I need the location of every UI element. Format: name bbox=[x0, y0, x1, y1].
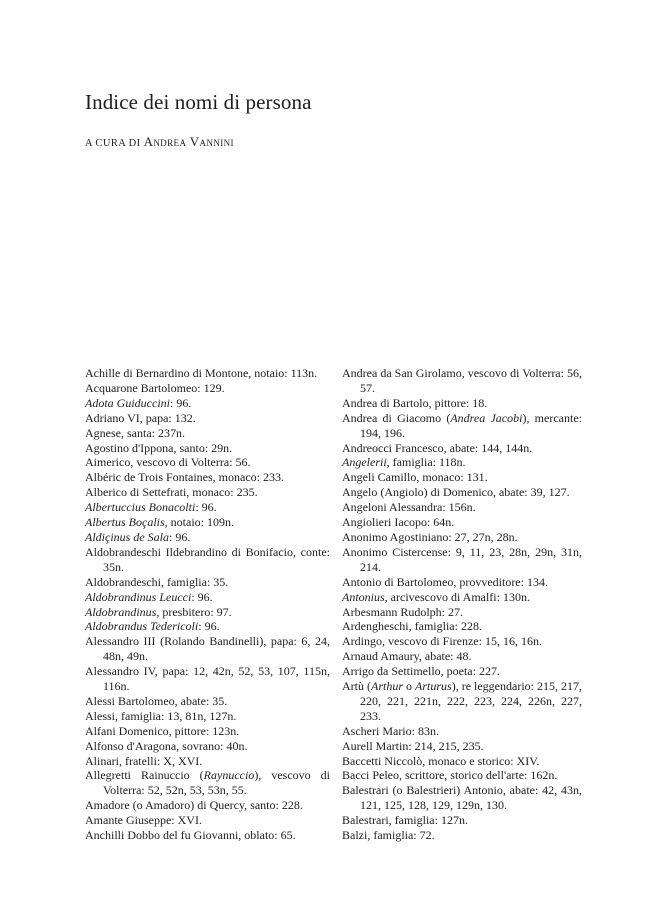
index-entry bbox=[342, 470, 582, 485]
index-entry bbox=[85, 515, 330, 530]
index-entry bbox=[342, 724, 582, 739]
index-entry bbox=[342, 739, 582, 754]
index-entry-text: Arbesmann Rudolph: 27. bbox=[342, 604, 463, 619]
index-entry bbox=[342, 828, 582, 843]
index-entry-text: Albéric de Trois Fontaines, monaco: 233. bbox=[85, 470, 284, 485]
index-entry bbox=[342, 768, 582, 783]
index-entry-text: Allegretti Rainuccio ( bbox=[85, 768, 204, 783]
index-entry bbox=[85, 709, 330, 724]
index-entry-text: Alinari, fratelli: X, XVI. bbox=[85, 753, 203, 768]
index-entry bbox=[85, 813, 330, 828]
index-entry-text: Adriano VI, papa: 132. bbox=[85, 410, 196, 425]
index-entry bbox=[85, 754, 330, 769]
index-entry-text: : 96. bbox=[195, 500, 217, 515]
index-entry-italic: Raynuccio bbox=[203, 768, 255, 783]
index-entry bbox=[342, 545, 582, 575]
index-entry-italic: Albertuccius Bonacolti bbox=[85, 500, 196, 515]
index-entry bbox=[85, 381, 330, 396]
index-entry-italic: Arturus bbox=[415, 679, 452, 694]
index-entry-text: : 96. bbox=[169, 395, 192, 410]
index-entry bbox=[342, 813, 582, 828]
index-entry-text: Achille di Bernardino di Montone, notaio: 113n. bbox=[85, 366, 318, 380]
index-entry bbox=[85, 798, 330, 813]
index-entry-text: Ardengheschi, famiglia: 228. bbox=[342, 619, 482, 634]
index-entry-text: Alfani Domenico, pittore: 123n. bbox=[85, 723, 240, 738]
index-entry bbox=[85, 366, 330, 381]
index-entry-text: Andrea da San Girolamo, vescovo di Volterra: 56, 57. bbox=[342, 366, 582, 395]
index-entry-text: , presbitero: 97. bbox=[156, 604, 232, 619]
index-entry-italic: Andrea Jacobi bbox=[450, 410, 523, 425]
index-entry bbox=[85, 739, 330, 754]
index-entry bbox=[342, 590, 582, 605]
page-title: Indice dei nomi di persona bbox=[85, 90, 312, 114]
index-entry-text: Balestrari (o Balestrieri) Antonio, abate: 42, 43n, 121, 125, 128, 129, 129n, 130. bbox=[342, 783, 582, 813]
index-entry bbox=[85, 724, 330, 739]
index-entry bbox=[85, 590, 330, 605]
index-entry bbox=[85, 545, 330, 575]
index-entry-text: Ardingo, vescovo di Firenze: 15, 16, 16n. bbox=[342, 634, 542, 649]
index-entry-text: ), re leggendario: 215, 217, 220, 221, 221n, 222, 223, 224, 226n, 227, 233. bbox=[360, 679, 582, 723]
index-entry bbox=[85, 485, 330, 500]
index-entry bbox=[85, 664, 330, 694]
index-entry-text: Aimerico, vescovo di Volterra: 56. bbox=[85, 455, 251, 470]
index-entry bbox=[85, 426, 330, 441]
index-entry-text: Alberico di Settefrati, monaco: 235. bbox=[85, 485, 258, 500]
index-entry-text: Andreocci Francesco, abate: 144, 144n. bbox=[342, 440, 533, 455]
index-entry bbox=[342, 441, 582, 456]
index-entry-italic: Aldiçinus de Sala bbox=[85, 529, 169, 544]
index-entry-italic: Albertus Boçalis bbox=[85, 515, 165, 530]
index-column-left bbox=[85, 366, 330, 843]
index-entry-text: Antonio di Bartolomeo, provveditore: 134. bbox=[342, 574, 548, 589]
index-entry-text: Artù ( bbox=[342, 679, 371, 694]
index-entry bbox=[342, 664, 582, 679]
index-entry-text: Arrigo da Settimello, poeta: 227. bbox=[342, 664, 500, 679]
index-entry-text: o bbox=[403, 679, 416, 694]
index-entry bbox=[342, 485, 582, 500]
byline bbox=[85, 134, 234, 150]
index-entry-text: Angelo (Angiolo) di Domenico, abate: 39, 127. bbox=[342, 485, 570, 500]
index-entry-text: Anonimo Cistercense: 9, 11, 23, 28n, 29n, 31n, 214. bbox=[342, 544, 582, 574]
index-entry-italic: Antonius bbox=[342, 589, 385, 604]
index-entry-text: ), vescovo di Volterra: 52, 52n, 53, 53n, 55. bbox=[103, 768, 330, 798]
index-entry-text: Balzi, famiglia: 72. bbox=[342, 828, 435, 843]
index-entry bbox=[85, 470, 330, 485]
byline-author: Andrea Vannini bbox=[143, 134, 234, 149]
index-entry bbox=[85, 828, 330, 843]
index-entry bbox=[85, 694, 330, 709]
index-entry-text: ), mercante: 194, 196. bbox=[360, 410, 582, 440]
byline-prefix: A CURA DI bbox=[85, 138, 141, 149]
index-entry bbox=[342, 634, 582, 649]
index-entry bbox=[85, 634, 330, 664]
index-entry-text: Agostino d'Ippona, santo: 29n. bbox=[85, 440, 233, 455]
index-entry-text: Aldobrandeschi Ildebrandino di Bonifacio, conte: 35n. bbox=[85, 544, 330, 574]
index-entry-italic: Angelerii bbox=[342, 455, 387, 470]
index-entry bbox=[342, 396, 582, 411]
index-entry-text: Baccetti Niccolò, monaco e storico: XIV. bbox=[342, 753, 540, 768]
index-entry bbox=[342, 679, 582, 724]
index-entry-text: Angeli Camillo, monaco: 131. bbox=[342, 470, 488, 485]
index-entry-text: Aldobrandeschi, famiglia: 35. bbox=[85, 574, 229, 589]
index-entry bbox=[85, 605, 330, 620]
index-entry-text: Andrea di Bartolo, pittore: 18. bbox=[342, 395, 488, 410]
index-entry-text: Andrea di Giacomo ( bbox=[342, 410, 451, 425]
index-entry-text: Agnese, santa: 237n. bbox=[85, 425, 185, 440]
index-entry bbox=[85, 530, 330, 545]
index-entry-text: Arnaud Amaury, abate: 48. bbox=[342, 649, 472, 664]
index-entry bbox=[342, 366, 582, 396]
index-entry-text: Amadore (o Amadoro) di Quercy, santo: 228. bbox=[85, 798, 303, 813]
index-entry-text: Alessandro III (Rolando Bandinelli), papa: 6, 24, 48n, 49n. bbox=[85, 634, 330, 664]
index-entry-italic: Arthur bbox=[371, 679, 404, 694]
index-entry bbox=[85, 768, 330, 798]
index-entry bbox=[85, 500, 330, 515]
index-entry-text: Alfonso d'Aragona, sovrano: 40n. bbox=[85, 738, 248, 753]
index-entry-italic: Aldobrandinus Leucci bbox=[85, 589, 192, 604]
index-entry-text: Anonimo Agostiniano: 27, 27n, 28n. bbox=[342, 529, 518, 544]
index-entry-text: Acquarone Bartolomeo: 129. bbox=[85, 380, 225, 395]
index-entry bbox=[342, 575, 582, 590]
index-entry-text: Amante Giuseppe: XVI. bbox=[85, 813, 202, 828]
index-entry bbox=[342, 411, 582, 441]
index-entry-italic: Aldobrandus Tedericoli bbox=[85, 619, 199, 634]
index-entry bbox=[85, 411, 330, 426]
index-entry bbox=[342, 605, 582, 620]
index-entry-text: Anchilli Dobbo del fu Giovanni, oblato: 65. bbox=[85, 828, 296, 843]
index-entry bbox=[85, 441, 330, 456]
index-entry-italic: Adota Guiduccini bbox=[85, 395, 170, 410]
index-entry-text: Angeloni Alessandra: 156n. bbox=[342, 500, 476, 515]
index-entry bbox=[342, 619, 582, 634]
index-entry bbox=[85, 575, 330, 590]
index-entry-text: : 96. bbox=[169, 529, 191, 544]
index-entry-text: : 96. bbox=[198, 619, 220, 634]
index-entry-text: : 96. bbox=[191, 589, 213, 604]
index-entry bbox=[342, 455, 582, 470]
index-entry-text: , notaio: 109n. bbox=[164, 515, 234, 530]
index-entry bbox=[342, 783, 582, 813]
index-entry-text: Balestrari, famiglia: 127n. bbox=[342, 813, 468, 828]
index-entry bbox=[85, 619, 330, 634]
index-entry-italic: Aldobrandinus bbox=[85, 604, 157, 619]
index-entry bbox=[85, 455, 330, 470]
index-entry bbox=[85, 396, 330, 411]
index-entry-text: , arcivescovo di Amalfi: 130n. bbox=[384, 589, 530, 604]
index-entry-text: Bacci Peleo, scrittore, storico dell'arte: 162n. bbox=[342, 768, 558, 783]
index-entry bbox=[342, 500, 582, 515]
index-column-right bbox=[342, 366, 582, 843]
index-entry-text: , famiglia: 118n. bbox=[386, 455, 466, 470]
index-entry-text: Ascheri Mario: 83n. bbox=[342, 723, 439, 738]
index-entry bbox=[342, 649, 582, 664]
index-entry bbox=[342, 754, 582, 769]
index-entry-text: Alessi, famiglia: 13, 81n, 127n. bbox=[85, 708, 237, 723]
index-entry-text: Alessandro IV, papa: 12, 42n, 52, 53, 107, 115n, 116n. bbox=[85, 664, 330, 694]
index-entry bbox=[342, 515, 582, 530]
index-entry-text: Angiolieri Iacopo: 64n. bbox=[342, 515, 455, 530]
index-entry-text: Aurell Martin: 214, 215, 235. bbox=[342, 738, 484, 753]
index-entry-text: Alessi Bartolomeo, abate: 35. bbox=[85, 693, 228, 708]
index-entry bbox=[342, 530, 582, 545]
